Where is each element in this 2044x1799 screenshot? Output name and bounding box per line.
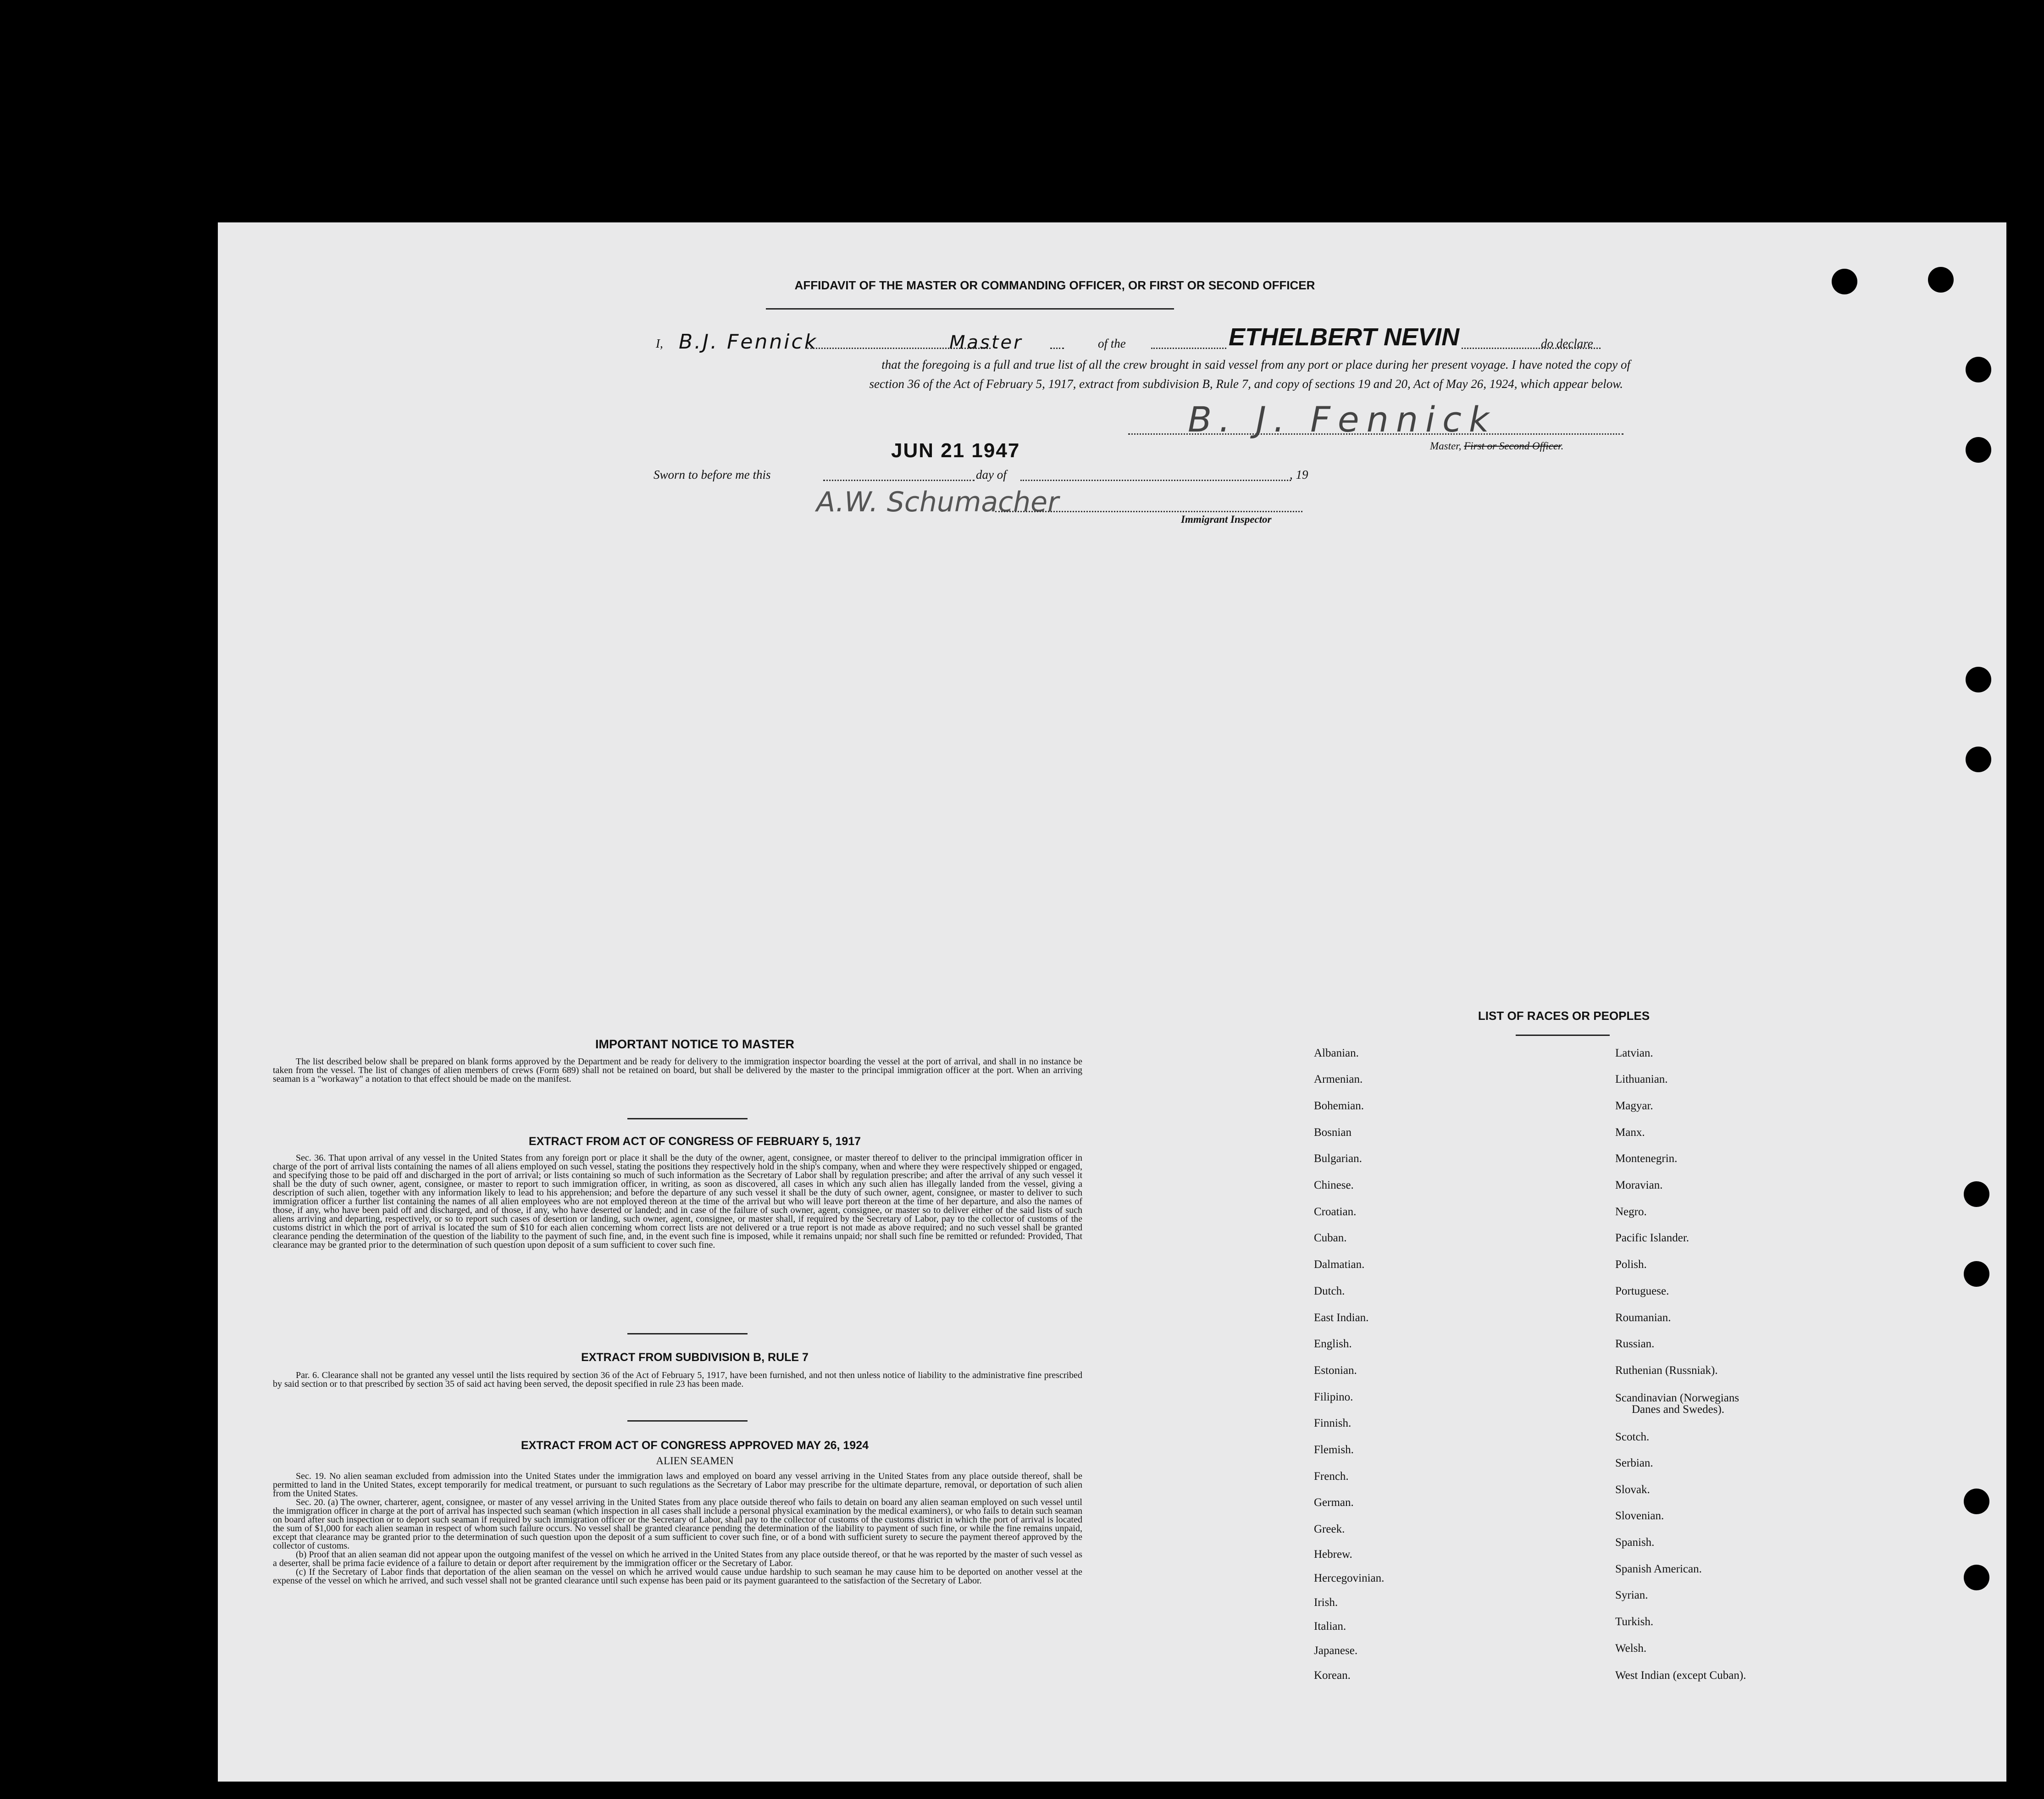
par-6-paragraph: Par. 6. Clearance shall not be granted any vessel until the lists required by section 36 of the Act of February 5, 1917, have been furnished, and not then unless notice of liability to the administrative fine prescribed by said section or to that prescribed by section 35 of said act having been served, the deposit specified in rule 23 has been made. [273, 1370, 1082, 1389]
race-item: Manx. [1615, 1126, 1645, 1139]
sec-19-paragraph: Sec. 19. No alien seaman excluded from admission into the United States under the immigration laws and employed on board any vessel arriving in the United States from any place outside thereof, shall be permitted to land in the United States, except temporarily for medical treatment, or pursuant to such regulations as the Secretary of Labor may prescribe for the ultimate departure, removal, or deportation of such alien from the United States. [273, 1471, 1082, 1499]
notice-paragraph: The list described below shall be prepared on blank forms approved by the Department and be ready for delivery to the immigration inspector boarding the vessel at the port of arrival, and shall in no instance be taken from the vessel. The list of changes of alien members of crews (Form 689) shall not be retained on board, but shall be delivered by the master to the principal immigration officer at the port. When an arriving seaman is a "workaway" a notation to that effect should be made on the manifest. [273, 1057, 1082, 1084]
race-item: Slovak. [1615, 1483, 1650, 1496]
punch-hole [1928, 267, 1954, 293]
sworn-dots [823, 480, 975, 481]
sec-20b-paragraph: (b) Proof that an alien seaman did not appear upon the outgoing manifest of the vessel on which he arrived in the United States from any place outside thereof, or that he was reported by the master of such vessel as a deserter, shall be prima facie evidence of a failure to detain or deport after requirement by the immigration officer or the Secretary of Labor. [273, 1550, 1082, 1568]
race-item: Albanian. [1314, 1047, 1359, 1059]
punch-hole [1966, 667, 1991, 692]
inspector-signature: A.W. Schumacher [816, 486, 1059, 518]
master-signature: B. J. Fennick [1188, 399, 1496, 440]
race-item: English. [1314, 1338, 1352, 1350]
race-item: Serbian. [1615, 1457, 1653, 1469]
sec-20a-paragraph: Sec. 20. (a) The owner, charterer, agent, consignee, or master of any vessel arriving in the United States from any place outside thereof who fails to detain on board any alien seaman employed on such vessel until the immigration officer in charge at the port of arrival has inspected such seaman (which inspection in all cases shall include a personal physical examination by the medical examiners), or who fails to detain such seaman on board after such inspection or to deport such seaman if required by such immigration officer or the Secretary of Labor, shall pay to the collector of customs of the customs district in which the port of arrival is located the sum of $1,000 for each alien seaman in respect of whom such failure occurs. No vessel shall be granted clearance pending the determination of the liability to payment of such fine, or while the fine remains unpaid, except that clearance may be granted prior to the determination of such question upon the deposit of a sum sufficient to cover such fine, or of a bond with sufficient surety to secure the payment thereof approved by the collector of customs. [273, 1497, 1082, 1551]
race-item: Filipino. [1314, 1391, 1353, 1403]
race-item: Irish. [1314, 1596, 1338, 1609]
punch-hole [1966, 747, 1991, 772]
month-dots [1020, 480, 1291, 481]
race-item: Dalmatian. [1314, 1258, 1365, 1271]
affidavit-title: AFFIDAVIT OF THE MASTER OR COMMANDING OFFICER, OR FIRST OR SECOND OFFICER [794, 278, 1315, 292]
affidavit-line1 [656, 323, 1628, 360]
race-item: East Indian. [1314, 1312, 1369, 1324]
divider [627, 1333, 748, 1334]
rule-7-title: EXTRACT FROM SUBDIVISION B, RULE 7 [581, 1351, 809, 1364]
race-item: Bulgarian. [1314, 1152, 1362, 1165]
race-item: Syrian. [1615, 1589, 1648, 1601]
race-item: Russian. [1615, 1338, 1655, 1350]
race-item: Latvian. [1615, 1047, 1653, 1059]
title-rule [766, 308, 1174, 310]
race-item: Lithuanian. [1615, 1073, 1668, 1085]
punch-hole [1964, 1261, 1989, 1287]
sec-20c-paragraph: (c) If the Secretary of Labor finds that deportation of the alien seaman on the vessel on which he arrived would cause undue hardship to such seaman he may cause him to be deported on another vessel at the expense of the vessel on which he arrived, and such vessel shall not be granted clearance until such expense has been paid or its payment guaranteed to the satisfaction of the Secretary of Labor. [273, 1567, 1082, 1586]
race-item: Roumanian. [1615, 1312, 1671, 1324]
race-item: Hercegovinian. [1314, 1572, 1385, 1584]
race-item: Japanese. [1314, 1644, 1358, 1657]
punch-hole [1964, 1181, 1989, 1207]
race-item: Portuguese. [1615, 1285, 1669, 1297]
race-item: Magyar. [1615, 1100, 1653, 1112]
race-item: Croatian. [1314, 1206, 1357, 1218]
master-title-label: Master, First or Second Officer. [1430, 440, 1564, 452]
extract-1924-title: EXTRACT FROM ACT OF CONGRESS APPROVED MAY 26, 1924 [521, 1439, 869, 1452]
extract-1924-body [273, 1472, 1082, 1585]
race-item: Pacific Islander. [1615, 1232, 1689, 1244]
notice-title: IMPORTANT NOTICE TO MASTER [595, 1037, 794, 1051]
punch-hole [1966, 357, 1991, 382]
alien-seamen-subtitle: ALIEN SEAMEN [656, 1455, 734, 1467]
extract-1917-title: EXTRACT FROM ACT OF CONGRESS OF FEBRUARY 5, 1917 [528, 1135, 861, 1148]
race-item: Welsh. [1615, 1642, 1647, 1655]
date-stamp: JUN 21 1947 [891, 439, 1020, 462]
race-item: Bohemian. [1314, 1100, 1364, 1112]
struck-officer-label: First or Second Officer [1464, 440, 1561, 452]
race-item: Cuban. [1314, 1232, 1347, 1244]
races-title: LIST OF RACES OR PEOPLES [1478, 1009, 1650, 1023]
inspector-label: Immigrant Inspector [1181, 514, 1272, 525]
race-item: West Indian (except Cuban). [1615, 1669, 1746, 1682]
sec-36-paragraph: Sec. 36. That upon arrival of any vessel in the United States from any foreign port or place it shall be the duty of the owner, agent, consignee, or master thereof to deliver to the principal immigration officer in charge of the port of arrival lists containing the names of all aliens employed on such vessel, stating the positions they respectively hold in the ship's company, when and where they were respectively shipped or engaged, and specifying those to be paid off and discharged in the port of arrival; or lists containing so much of such information as the Secretary of Labor shall by regulation prescribe; and after the arrival of any such vessel it shall be the duty of such owner, agent, consignee, or master to report to such immigration officer, in writing, as soon as discovered, all cases in which any such alien has illegally landed from the vessel, giving a description of such alien, together with any information likely to lead to his apprehension; and before the departure of any such vessel it shall be the duty of such owner, agent, consignee, or master to deliver to such immigration officer a further list containing the names of all alien employees who are not employed thereon at the time of the arrival but who will leave port thereon at the time of her departure, and also the names of those, if any, who have been paid off and discharged, and of those, if any, who have deserted or landed; and in case of the failure of such owner, agent, consignee, or master so to deliver either of the said lists of such aliens arriving and departing, respectively, or so to report such cases of desertion or landing, such owner, agent, consignee, or master shall, if required by the Secretary of Labor, pay to the collector of customs of the customs district in which the port of arrival is located the sum of $10 for each alien concerning whom correct lists are not delivered or a true report is not made as above required; and no such vessel shall be granted clearance pending the determination of the question of the liability to the payment of such fine, and, in the event such fine is imposed, while it remains unpaid; nor shall such fine be remitted or refunded: Provided, That clearance may be granted prior to the determination of such question upon deposit of a sum sufficient to cover such fine. [273, 1153, 1082, 1250]
master-label: Master, [1430, 440, 1462, 452]
affidavit-line3: section 36 of the Act of February 5, 1917, extract from subdivision B, Rule 7, and copy of sections 19 and 20, Act of May 26, 1924, which appear below. [869, 377, 1623, 391]
race-item: German. [1314, 1496, 1354, 1509]
year-label: , 19 [1290, 468, 1308, 482]
sworn-label: Sworn to before me this [654, 468, 771, 482]
race-item: Armenian. [1314, 1073, 1363, 1085]
race-item: Slovenian. [1615, 1510, 1664, 1522]
i-label: I, [656, 337, 663, 350]
race-item: Korean. [1314, 1669, 1351, 1682]
punch-hole [1832, 269, 1857, 294]
race-item: Scandinavian (Norwegians [1615, 1392, 1739, 1404]
affidavit-line2: that the foregoing is a full and true list of all the crew brought in said vessel from any port or place during her present voyage. I have noted the copy of [881, 358, 1630, 371]
races-rule [1516, 1035, 1610, 1036]
race-item: Estonian. [1314, 1364, 1357, 1377]
rank-field: Master [949, 332, 1023, 353]
race-item: Bosnian [1314, 1126, 1352, 1139]
race-item: Polish. [1615, 1258, 1647, 1271]
extract-1917-body [273, 1154, 1082, 1250]
race-item: Spanish American. [1615, 1563, 1702, 1575]
race-item: Chinese. [1314, 1179, 1354, 1191]
race-item: Italian. [1314, 1620, 1346, 1633]
race-item: Dutch. [1314, 1285, 1345, 1297]
race-item: Finnish. [1314, 1417, 1352, 1429]
punch-hole [1964, 1489, 1989, 1514]
punch-hole [1964, 1565, 1989, 1590]
day-of-label: day of [976, 468, 1007, 482]
race-item: Greek. [1314, 1523, 1345, 1535]
race-item: French. [1314, 1470, 1349, 1483]
race-item: Ruthenian (Russniak). [1615, 1364, 1718, 1377]
race-item: Montenegrin. [1615, 1152, 1678, 1165]
vessel-field: ETHELBERT NEVIN [1227, 323, 1461, 351]
race-item: Scotch. [1615, 1431, 1650, 1443]
of-the-label: of the [1098, 337, 1126, 350]
divider [627, 1118, 748, 1119]
race-item: Danes and Swedes). [1632, 1403, 1725, 1416]
divider [627, 1420, 748, 1422]
race-item: Hebrew. [1314, 1548, 1352, 1561]
declare-label: do declare [1541, 337, 1593, 350]
race-item: Turkish. [1615, 1616, 1654, 1628]
race-item: Spanish. [1615, 1536, 1655, 1549]
race-item: Moravian. [1615, 1179, 1663, 1191]
notice-body [273, 1057, 1082, 1084]
rule-7-body [273, 1371, 1082, 1389]
inspector-line [995, 511, 1302, 512]
name-field: B.J. Fennick [679, 330, 818, 354]
punch-hole [1966, 437, 1991, 463]
race-item: Negro. [1615, 1206, 1647, 1218]
rank-dots [1050, 348, 1064, 349]
race-item: Flemish. [1314, 1444, 1354, 1456]
